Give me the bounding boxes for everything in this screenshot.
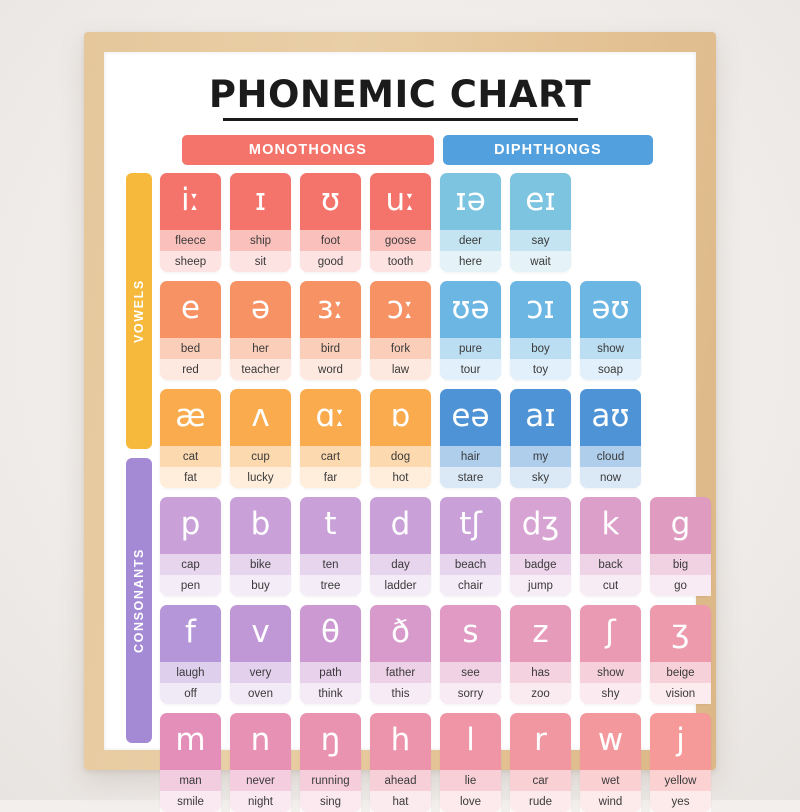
example-word-1: beach bbox=[440, 554, 501, 575]
phoneme-symbol: s bbox=[462, 614, 479, 650]
example-word-2: tree bbox=[300, 575, 361, 596]
chart-body bbox=[126, 173, 697, 812]
example-word-2: smile bbox=[160, 791, 221, 812]
phoneme-symbol: f bbox=[185, 614, 196, 650]
phoneme-cell[interactable] bbox=[230, 173, 291, 272]
phoneme-row bbox=[160, 713, 711, 812]
phoneme-cell[interactable] bbox=[300, 605, 361, 704]
side-label-consonants: CONSONANTS bbox=[126, 458, 152, 743]
phoneme-symbol: m bbox=[175, 722, 206, 758]
example-word-2: buy bbox=[230, 575, 291, 596]
phoneme-symbol: aɪ bbox=[525, 398, 556, 434]
phoneme-row bbox=[160, 605, 711, 704]
phoneme-symbol: ʃ bbox=[605, 614, 616, 650]
phoneme-symbol: z bbox=[532, 614, 549, 650]
phoneme-symbol: aʊ bbox=[591, 398, 630, 434]
phoneme-cell[interactable] bbox=[580, 605, 641, 704]
example-word-1: show bbox=[580, 662, 641, 683]
phoneme-cell[interactable] bbox=[370, 389, 431, 488]
phoneme-cell[interactable] bbox=[440, 605, 501, 704]
phoneme-cell[interactable] bbox=[370, 281, 431, 380]
phoneme-cell[interactable] bbox=[510, 497, 571, 596]
example-word-2: toy bbox=[510, 359, 571, 380]
example-word-2: cut bbox=[580, 575, 641, 596]
example-word-2: tooth bbox=[370, 251, 431, 272]
frame-mat bbox=[104, 52, 697, 808]
phoneme-cell[interactable] bbox=[160, 173, 221, 272]
phoneme-cell[interactable] bbox=[300, 281, 361, 380]
phoneme-symbol: g bbox=[670, 506, 691, 542]
phoneme-symbol: v bbox=[251, 614, 270, 650]
phoneme-symbol: t bbox=[324, 506, 337, 542]
phoneme-cell[interactable] bbox=[440, 389, 501, 488]
example-word-1: has bbox=[510, 662, 571, 683]
example-word-1: back bbox=[580, 554, 641, 575]
phoneme-cell[interactable] bbox=[440, 173, 501, 272]
example-word-1: man bbox=[160, 770, 221, 791]
example-word-2: rude bbox=[510, 791, 571, 812]
phoneme-cell-empty bbox=[580, 173, 641, 272]
phoneme-cell[interactable] bbox=[300, 173, 361, 272]
phoneme-symbol: iː bbox=[180, 182, 201, 218]
example-word-2: shy bbox=[580, 683, 641, 704]
example-word-2: sorry bbox=[440, 683, 501, 704]
phoneme-symbol: θ bbox=[321, 614, 340, 650]
example-word-2: law bbox=[370, 359, 431, 380]
example-word-1: ship bbox=[230, 230, 291, 251]
example-word-1: yellow bbox=[650, 770, 711, 791]
phoneme-cell[interactable] bbox=[510, 389, 571, 488]
group-labels bbox=[126, 173, 152, 812]
phoneme-row bbox=[160, 281, 711, 380]
phoneme-cell[interactable] bbox=[580, 713, 641, 812]
category-banners bbox=[182, 135, 674, 165]
example-word-2: hat bbox=[370, 791, 431, 812]
phoneme-symbol: p bbox=[180, 506, 201, 542]
phoneme-cell[interactable] bbox=[160, 605, 221, 704]
example-word-2: tour bbox=[440, 359, 501, 380]
phoneme-symbol: ɒ bbox=[390, 398, 411, 434]
example-word-1: car bbox=[510, 770, 571, 791]
example-word-1: say bbox=[510, 230, 571, 251]
phoneme-symbol: n bbox=[250, 722, 271, 758]
phoneme-cell[interactable] bbox=[160, 497, 221, 596]
phonemic-chart-poster bbox=[104, 52, 697, 808]
phoneme-symbol: ɔː bbox=[386, 290, 415, 326]
example-word-1: fleece bbox=[160, 230, 221, 251]
phoneme-cell[interactable] bbox=[370, 713, 431, 812]
phoneme-cell[interactable] bbox=[580, 389, 641, 488]
phoneme-symbol: ɑː bbox=[315, 398, 346, 434]
phoneme-symbol: l bbox=[466, 722, 475, 758]
phoneme-symbol: ɪə bbox=[455, 182, 486, 218]
example-word-1: boy bbox=[510, 338, 571, 359]
example-word-2: far bbox=[300, 467, 361, 488]
example-word-2: oven bbox=[230, 683, 291, 704]
phoneme-cell[interactable] bbox=[230, 497, 291, 596]
example-word-2: now bbox=[580, 467, 641, 488]
phoneme-symbol: eə bbox=[451, 398, 490, 434]
phoneme-row bbox=[160, 497, 711, 596]
example-word-1: cloud bbox=[580, 446, 641, 467]
phoneme-symbol: eɪ bbox=[525, 182, 556, 218]
phoneme-symbol: ʊə bbox=[451, 290, 490, 326]
phoneme-cell[interactable] bbox=[580, 281, 641, 380]
example-word-2: zoo bbox=[510, 683, 571, 704]
banner-monothongs: MONOTHONGS bbox=[182, 135, 434, 165]
example-word-2: sit bbox=[230, 251, 291, 272]
phoneme-cell[interactable] bbox=[650, 605, 711, 704]
example-word-1: bike bbox=[230, 554, 291, 575]
example-word-2: here bbox=[440, 251, 501, 272]
example-word-2: ladder bbox=[370, 575, 431, 596]
example-word-1: pure bbox=[440, 338, 501, 359]
phoneme-grid bbox=[152, 173, 711, 812]
example-word-2: yes bbox=[650, 791, 711, 812]
example-word-1: hair bbox=[440, 446, 501, 467]
phoneme-cell[interactable] bbox=[510, 713, 571, 812]
example-word-1: cup bbox=[230, 446, 291, 467]
example-word-2: wind bbox=[580, 791, 641, 812]
example-word-1: ten bbox=[300, 554, 361, 575]
example-word-2: pen bbox=[160, 575, 221, 596]
phoneme-cell[interactable] bbox=[230, 713, 291, 812]
example-word-2: this bbox=[370, 683, 431, 704]
example-word-1: running bbox=[300, 770, 361, 791]
example-word-2: think bbox=[300, 683, 361, 704]
phoneme-cell[interactable] bbox=[160, 281, 221, 380]
example-word-1: big bbox=[650, 554, 711, 575]
example-word-1: bird bbox=[300, 338, 361, 359]
phoneme-symbol: ʒ bbox=[671, 614, 690, 650]
example-word-1: path bbox=[300, 662, 361, 683]
phoneme-symbol: ð bbox=[391, 614, 410, 650]
phoneme-symbol: ə bbox=[250, 290, 271, 326]
example-word-2: word bbox=[300, 359, 361, 380]
phoneme-cell[interactable] bbox=[160, 713, 221, 812]
phoneme-row bbox=[160, 389, 711, 488]
phoneme-symbol: ɜː bbox=[317, 290, 344, 326]
example-word-2: chair bbox=[440, 575, 501, 596]
side-label-vowels: VOWELS bbox=[126, 173, 152, 449]
phoneme-cell[interactable] bbox=[300, 713, 361, 812]
picture-frame bbox=[84, 32, 716, 808]
example-word-2: go bbox=[650, 575, 711, 596]
phoneme-cell[interactable] bbox=[650, 497, 711, 596]
example-word-2: sky bbox=[510, 467, 571, 488]
phoneme-cell[interactable] bbox=[300, 497, 361, 596]
phoneme-symbol: əʊ bbox=[591, 290, 630, 326]
phoneme-row bbox=[160, 173, 711, 272]
example-word-2: wait bbox=[510, 251, 571, 272]
page-title: PHONEMIC CHART bbox=[208, 73, 592, 116]
phoneme-symbol: b bbox=[250, 506, 271, 542]
phoneme-symbol: w bbox=[597, 722, 624, 758]
example-word-1: laugh bbox=[160, 662, 221, 683]
phoneme-symbol: r bbox=[534, 722, 547, 758]
phoneme-symbol: e bbox=[180, 290, 201, 326]
phoneme-symbol: k bbox=[601, 506, 620, 542]
example-word-1: show bbox=[580, 338, 641, 359]
example-word-1: never bbox=[230, 770, 291, 791]
phoneme-cell[interactable] bbox=[370, 173, 431, 272]
phoneme-cell[interactable] bbox=[440, 497, 501, 596]
example-word-1: cart bbox=[300, 446, 361, 467]
phoneme-cell[interactable] bbox=[440, 281, 501, 380]
banner-diphthongs: DIPHTHONGS bbox=[443, 135, 653, 165]
example-word-1: cat bbox=[160, 446, 221, 467]
example-word-2: hot bbox=[370, 467, 431, 488]
phoneme-symbol: ʌ bbox=[251, 398, 270, 434]
example-word-2: sheep bbox=[160, 251, 221, 272]
example-word-2: love bbox=[440, 791, 501, 812]
example-word-1: day bbox=[370, 554, 431, 575]
phoneme-symbol: tʃ bbox=[459, 506, 482, 542]
example-word-2: stare bbox=[440, 467, 501, 488]
phoneme-cell[interactable] bbox=[370, 497, 431, 596]
example-word-1: wet bbox=[580, 770, 641, 791]
phoneme-symbol: ɔɪ bbox=[526, 290, 555, 326]
example-word-1: see bbox=[440, 662, 501, 683]
example-word-2: night bbox=[230, 791, 291, 812]
phoneme-cell[interactable] bbox=[370, 605, 431, 704]
phoneme-cell[interactable] bbox=[230, 389, 291, 488]
example-word-1: very bbox=[230, 662, 291, 683]
example-word-2: sing bbox=[300, 791, 361, 812]
example-word-1: lie bbox=[440, 770, 501, 791]
example-word-2: jump bbox=[510, 575, 571, 596]
phoneme-cell[interactable] bbox=[300, 389, 361, 488]
phoneme-symbol: d bbox=[390, 506, 411, 542]
example-word-1: cap bbox=[160, 554, 221, 575]
phoneme-cell[interactable] bbox=[440, 713, 501, 812]
phoneme-symbol: ŋ bbox=[320, 722, 341, 758]
example-word-2: off bbox=[160, 683, 221, 704]
example-word-1: father bbox=[370, 662, 431, 683]
example-word-1: goose bbox=[370, 230, 431, 251]
phoneme-cell[interactable] bbox=[510, 605, 571, 704]
title-underline bbox=[223, 118, 578, 121]
example-word-2: fat bbox=[160, 467, 221, 488]
phoneme-symbol: j bbox=[676, 722, 685, 758]
example-word-1: foot bbox=[300, 230, 361, 251]
phoneme-symbol: h bbox=[390, 722, 411, 758]
phoneme-cell[interactable] bbox=[510, 281, 571, 380]
example-word-1: deer bbox=[440, 230, 501, 251]
example-word-2: red bbox=[160, 359, 221, 380]
phoneme-cell[interactable] bbox=[230, 281, 291, 380]
example-word-2: vision bbox=[650, 683, 711, 704]
example-word-2: soap bbox=[580, 359, 641, 380]
phoneme-cell[interactable] bbox=[160, 389, 221, 488]
example-word-1: my bbox=[510, 446, 571, 467]
phoneme-symbol: ʊ bbox=[320, 182, 341, 218]
example-word-2: teacher bbox=[230, 359, 291, 380]
example-word-1: badge bbox=[510, 554, 571, 575]
phoneme-symbol: uː bbox=[385, 182, 416, 218]
example-word-1: her bbox=[230, 338, 291, 359]
phoneme-symbol: æ bbox=[175, 398, 206, 434]
example-word-1: bed bbox=[160, 338, 221, 359]
example-word-1: ahead bbox=[370, 770, 431, 791]
example-word-2: good bbox=[300, 251, 361, 272]
phoneme-symbol: ɪ bbox=[254, 182, 267, 218]
phoneme-cell[interactable] bbox=[650, 713, 711, 812]
example-word-1: beige bbox=[650, 662, 711, 683]
example-word-1: dog bbox=[370, 446, 431, 467]
example-word-1: fork bbox=[370, 338, 431, 359]
phoneme-symbol: dʒ bbox=[521, 506, 560, 542]
example-word-2: lucky bbox=[230, 467, 291, 488]
phoneme-cell[interactable] bbox=[230, 605, 291, 704]
phoneme-cell[interactable] bbox=[580, 497, 641, 596]
phoneme-cell[interactable] bbox=[510, 173, 571, 272]
